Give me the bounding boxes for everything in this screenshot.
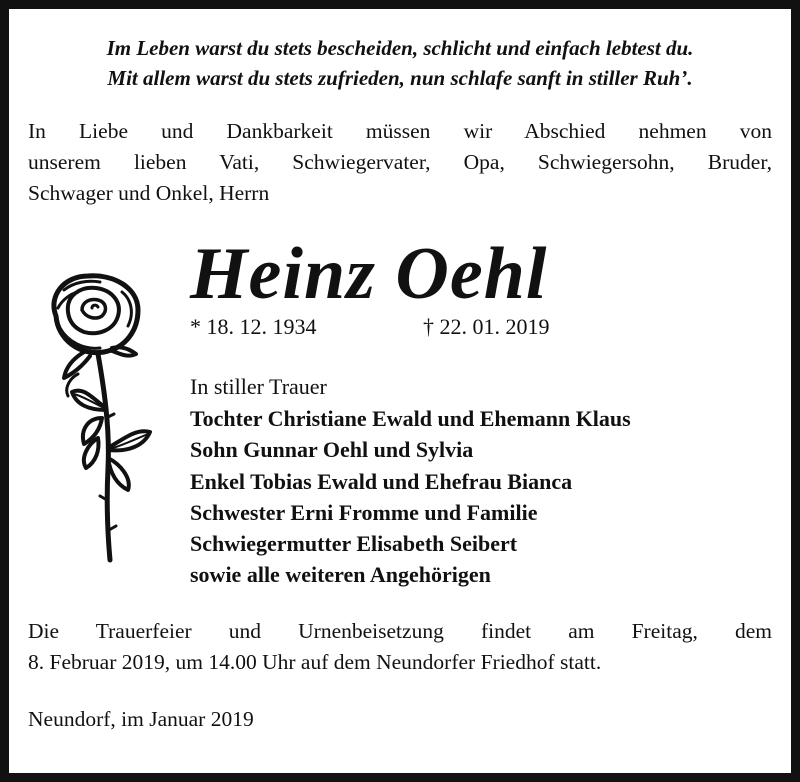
mourner-6: sowie alle weiteren Angehörigen	[190, 562, 491, 587]
deceased-name: Heinz Oehl	[190, 233, 548, 315]
mourner-2: Sohn Gunnar Oehl und Sylvia	[190, 437, 474, 462]
mourners-heading: In stiller Trauer	[190, 374, 327, 399]
intro-line-1: In Liebe und Dankbarkeit müssen wir Abschied nehmen von	[28, 119, 772, 143]
verse-line-2: Mit allem warst du stets zufrieden, nun schlafe sanft in stiller Ruh’.	[107, 66, 693, 90]
mourner-3: Enkel Tobias Ewald und Ehefrau Bianca	[190, 469, 573, 494]
death-date: † 22. 01. 2019	[423, 314, 550, 339]
rose-icon	[40, 268, 170, 568]
ceremony-line-1: Die Trauerfeier und Urnenbeisetzung findet am Freitag, dem	[28, 619, 772, 643]
birth-date: * 18. 12. 1934	[190, 314, 317, 339]
mourner-5: Schwiegermutter Elisabeth Seibert	[190, 531, 518, 556]
mourner-4: Schwester Erni Fromme und Familie	[190, 500, 538, 525]
intro-line-3: Schwager und Onkel, Herrn	[28, 181, 270, 205]
closing-line: Neundorf, im Januar 2019	[28, 707, 254, 731]
intro-line-2: unserem lieben Vati, Schwiegervater, Opa, Schwiegersohn, Bruder,	[28, 150, 772, 174]
verse-line-1: Im Leben warst du stets bescheiden, schlicht und einfach lebtest du.	[106, 36, 694, 60]
ceremony-line-2: 8. Februar 2019, um 14.00 Uhr auf dem Neundorfer Friedhof statt.	[28, 650, 602, 674]
mourner-1: Tochter Christiane Ewald und Ehemann Klaus	[190, 406, 631, 431]
